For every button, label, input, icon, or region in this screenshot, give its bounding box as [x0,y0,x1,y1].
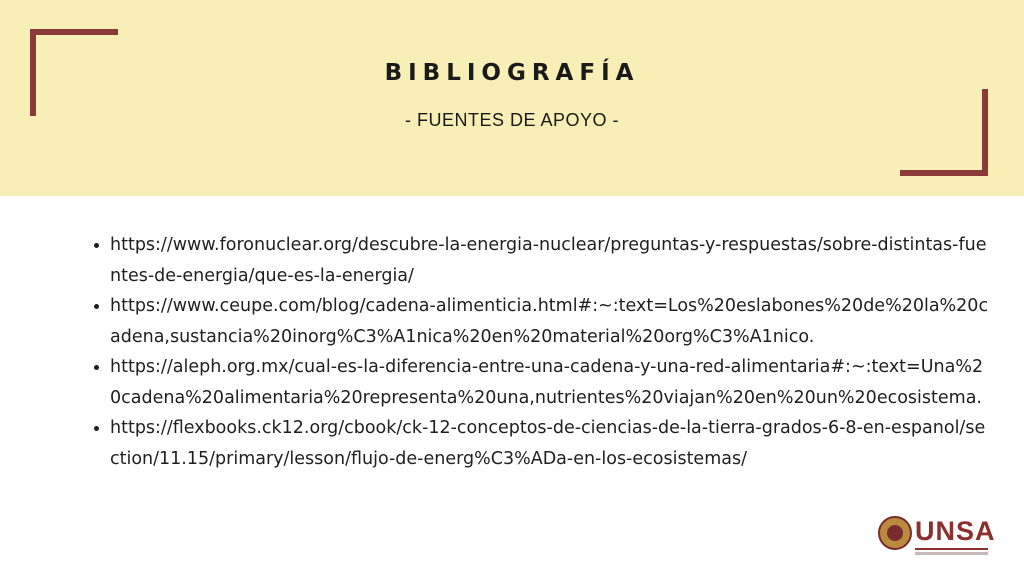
page-subtitle: - FUENTES DE APOYO - [404,110,620,130]
reference-list [86,230,990,474]
logo-underline [915,548,988,550]
university-logo [878,515,996,559]
page-title: BIBLIOGRAFÍA [384,60,640,86]
logo-text: UNSA [915,516,996,546]
reference-item: • https://aleph.org.mx/cual-es-la-diferencia-entre-una-cadena-y-una-red-alimentaria#:~:text=Una%20cadena%20alimentaria%20representa%20una,nutrientes%20viajan%20en%20un%20ecosistema. [110,352,990,413]
logo-subtext-mark [915,552,988,555]
corner-bracket-bottom-right-vertical [982,89,988,176]
reference-item: • https://www.ceupe.com/blog/cadena-alimenticia.html#:~:text=Los%20eslabones%20de%20la%20cadena,sustancia%20inorg%C3%A1nica%20en%20material%20org%C3%A1nico. [110,291,990,352]
header-band [0,0,1024,196]
corner-bracket-top-left [30,29,118,35]
corner-bracket-bottom-right [900,170,988,176]
university-seal-icon [878,516,912,550]
reference-item: • https://www.foronuclear.org/descubre-la-energia-nuclear/preguntas-y-respuestas/sobre-distintas-fuentes-de-energia/que-es-la-energia/ [110,230,990,291]
reference-item: • https://flexbooks.ck12.org/cbook/ck-12-conceptos-de-ciencias-de-la-tierra-grados-6-8-en-espanol/section/11.15/primary/lesson/flujo-de-energ%C3%ADa-en-los-ecosistemas/ [110,413,990,474]
